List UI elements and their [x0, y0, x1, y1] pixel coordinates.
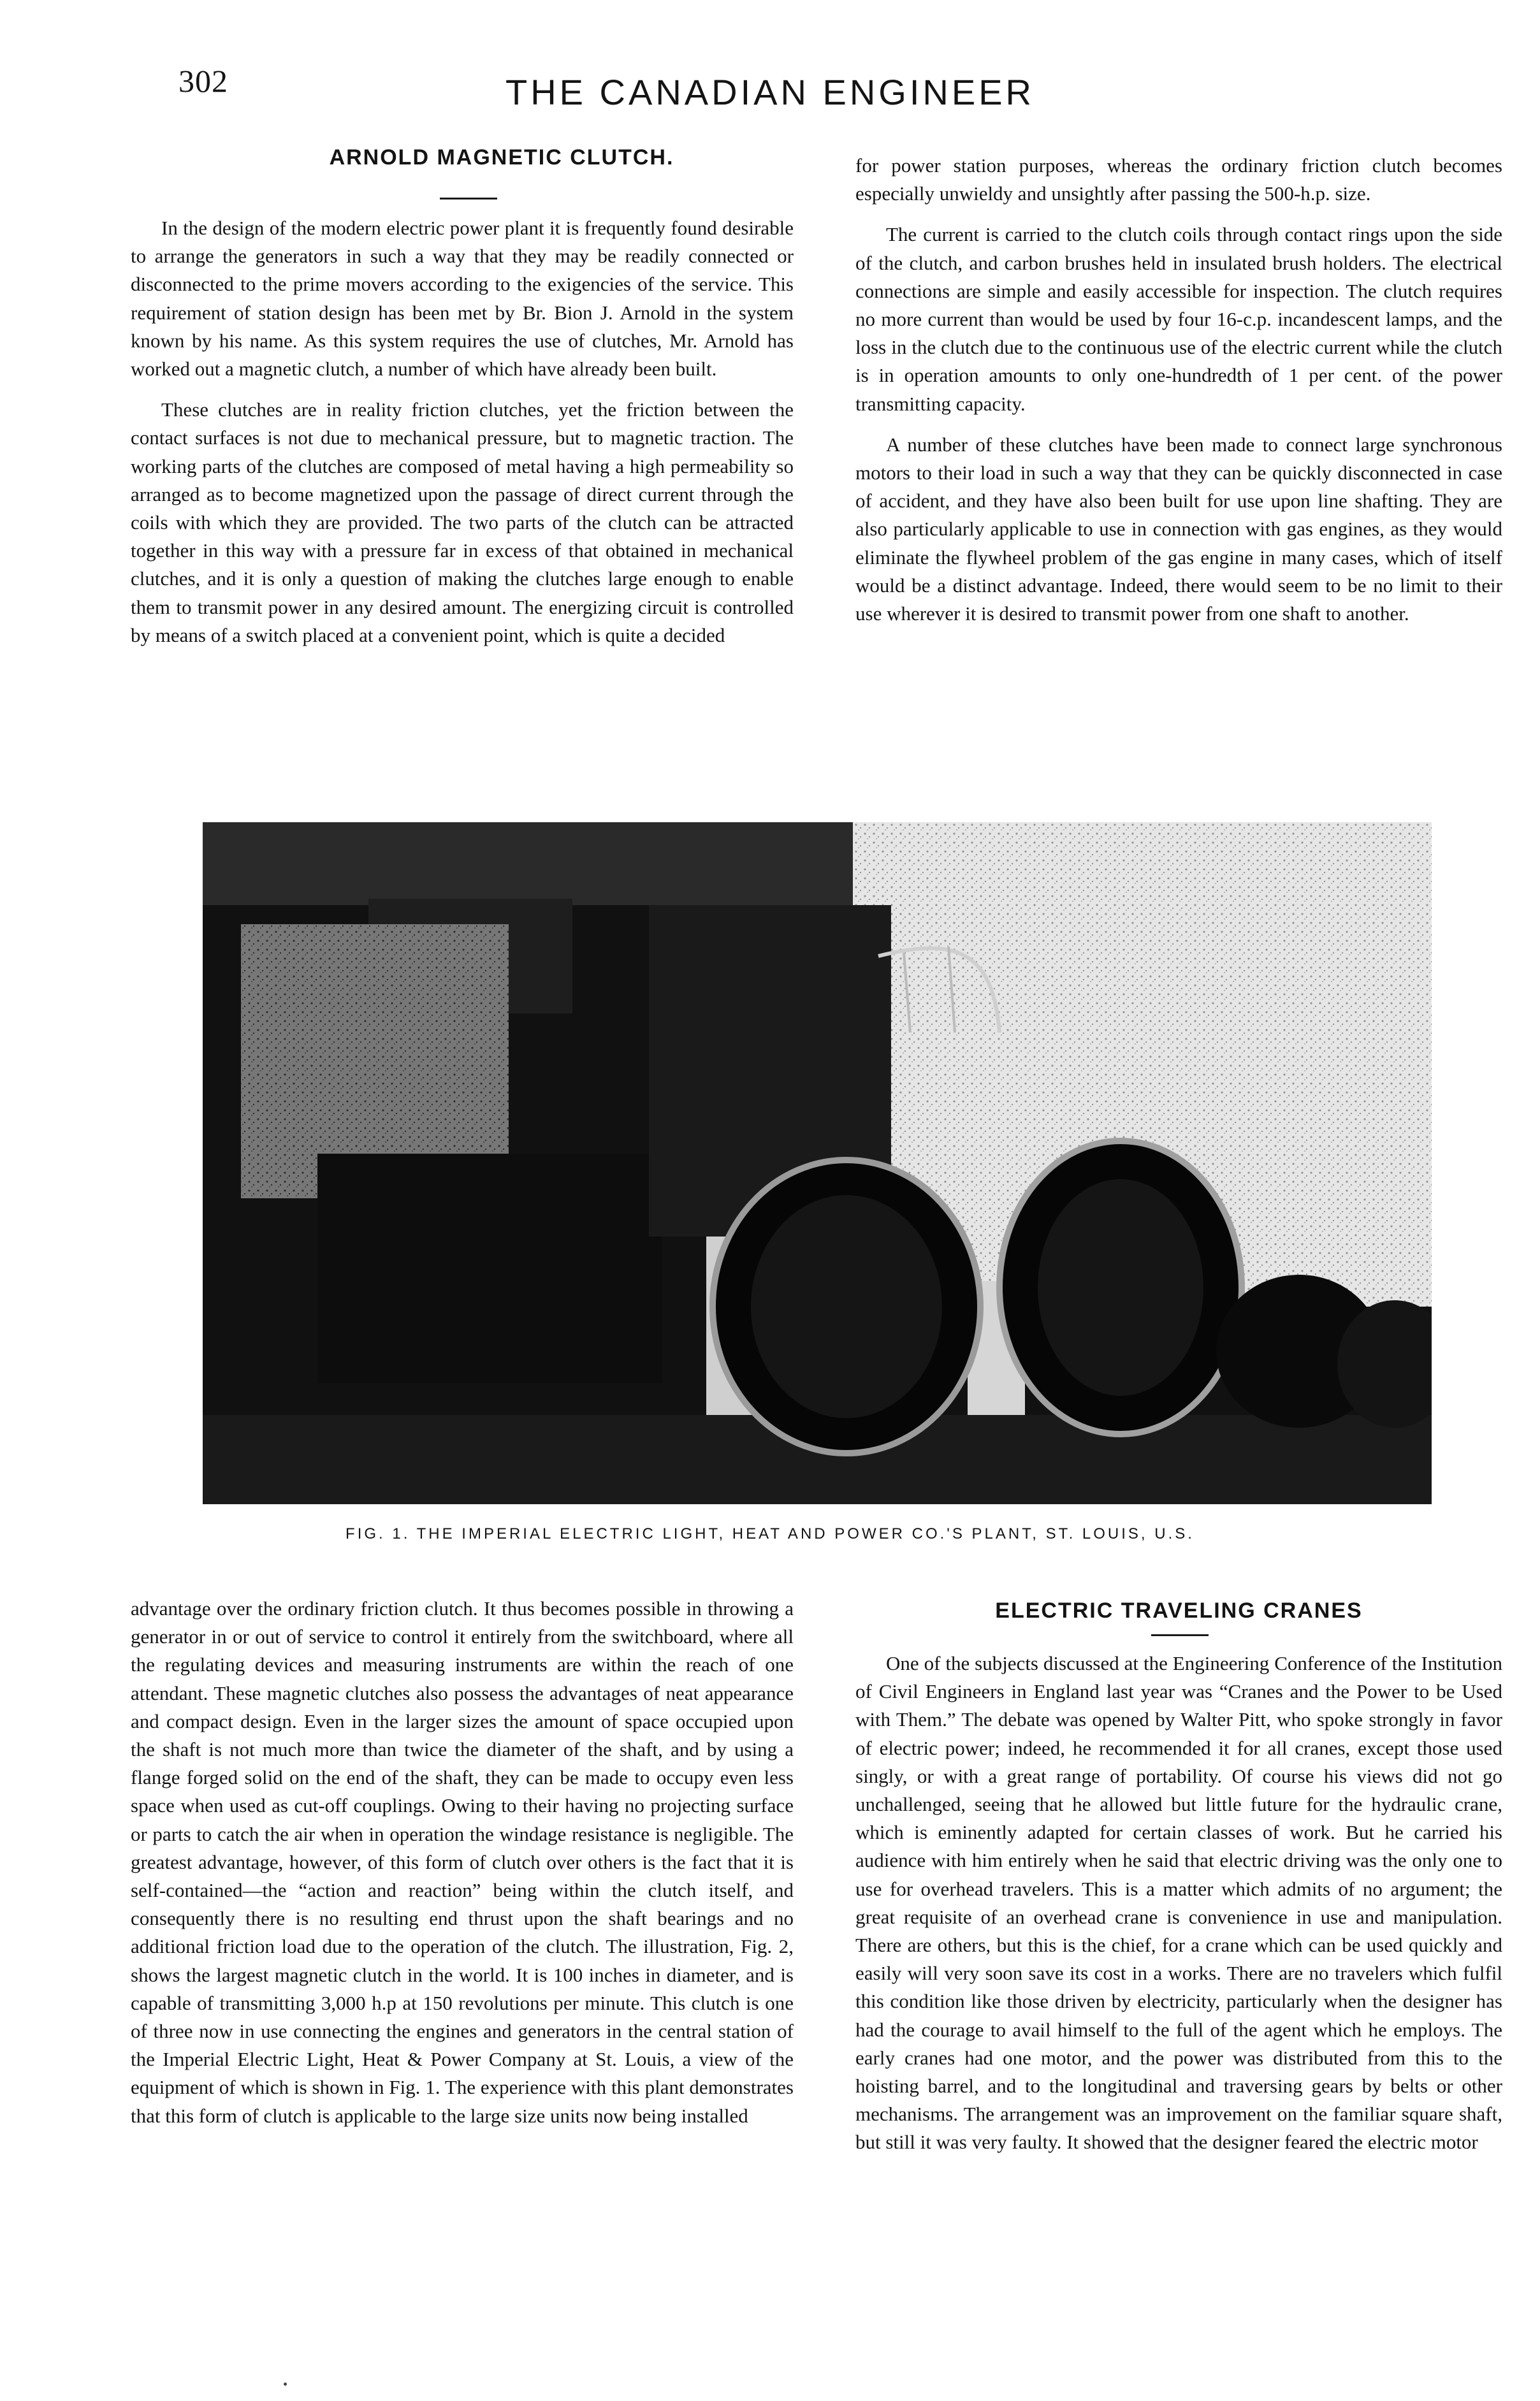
article-column-3	[131, 1595, 794, 2130]
paragraph: In the design of the modern electric power plant it is frequently found desirable to arrange the generators in such a way that they may be readily connected or disconnected to the prime movers according to the exigencies of the service. This requirement of station design has been met by Br. Bion J. Arnold in the system known by his name. As this system requires the use of clutches, Mr. Arnold has worked out a magnetic clutch, a number of which have already been built.	[131, 217, 794, 381]
article-title-arnold: ARNOLD MAGNETIC CLUTCH.	[329, 145, 674, 170]
paragraph: for power station purposes, whereas the ordinary friction clutch becomes especially unwieldy and unsightly after passing the 500-h.p. size.	[855, 154, 1502, 205]
article-column-2	[855, 152, 1502, 628]
paragraph: advantage over the ordinary friction clutch. It thus becomes possible in throwing a generator in or out of service to control it entirely from the switchboard, where all the regulating devices and measuring instruments are within the reach of one attendant. These magnetic clutches also possess the advantages of neat appearance and compact design. Even in the larger sizes the amount of space occupied upon the shaft is not much more than twice the diameter of the shaft, and by using a flange forged solid on the end of the shaft, they can be made to occupy even less space when used as cut-off couplings. Owing to their having no projecting surface or parts to catch the air when in operation the windage resistance is negligible. The greatest advantage, however, of this form of clutch over others is the fact that it is self-contained—the “action and reaction” being within the clutch itself, and consequently there is no resulting end thrust upon the shaft bearings and no additional friction load due to the operation of the clutch. The illustration, Fig. 2, shows the largest magnetic clutch in the world. It is 100 inches in diameter, and is capable of transmitting 3,000 h.p at 150 revolutions per minute. This clutch is one of three now in use connecting the engines and generators in the central station of the Imperial Electric Light, Heat & Power Company at St. Louis, a view of the equipment of which is shown in Fig. 1. The experience with this plant demonstrates that this form of clutch is applicable to the large size units now being installed	[131, 1597, 794, 2127]
paragraph: The current is carried to the clutch coils through contact rings upon the side of the clutch, and carbon brushes held in insulated brush holders. The electrical connections are simple and easily accessible for inspection. The clutch requires no more current than would be used by four 16-c.p. incandescent lamps, and the loss in the clutch due to the continuous use of the electric current while the clutch is in operation amounts to only one-hundredth of 1 per cent. of the power transmitting capacity.	[855, 223, 1502, 415]
print-speck	[284, 2383, 287, 2386]
plant-photograph	[203, 822, 1432, 1504]
paragraph: These clutches are in reality friction clutches, yet the friction between the contact surfaces is not due to mechanical pressure, but to magnetic traction. The working parts of the clutches are composed of metal having a high permeability so arranged as to become magnetized upon the passage of direct current through the coils with which they are provided. The two parts of the clutch can be attracted together in this way with a pressure far in excess of that obtained in mechanical clutches, and it is only a question of making the clutches large enough to enable them to transmit power in any desired amount. The energizing circuit is controlled by means of a switch placed at a convenient point, which is quite a decided	[131, 398, 794, 646]
title-rule	[1151, 1634, 1209, 1636]
article-title-cranes: ELECTRIC TRAVELING CRANES	[995, 1599, 1363, 1623]
article-column-4	[855, 1650, 1502, 2157]
title-rule	[440, 198, 497, 199]
journal-title: THE CANADIAN ENGINEER	[505, 72, 1035, 112]
paragraph: A number of these clutches have been made to connect large synchronous motors to their load in such a way that they can be quickly disconnected in case of accident, and they have also been built for use upon line shafting. They are also particularly applicable to use in connection with gas engines, as they would eliminate the flywheel problem of the gas engine in many cases, which of itself would be a distinct advantage. Indeed, there would seem to be no limit to their use wherever it is desired to transmit power from one shaft to another.	[855, 433, 1502, 625]
article-column-1	[131, 214, 794, 649]
figure-caption: FIG. 1. THE IMPERIAL ELECTRIC LIGHT, HEAT AND POWER CO.'S PLANT, ST. LOUIS, U.S.	[345, 1525, 1195, 1542]
paragraph: One of the subjects discussed at the Engineering Conference of the Institution of Civil Engineers in England last year was “Cranes and the Power to be Used with Them.” The debate was opened by Walter Pitt, who spoke strongly in favor of electric power; indeed, he recommended it for all cranes, except those used singly, or with a great range of portability. Of course his views did not go unchallenged, seeing that he allowed but little future for the hydraulic crane, which is eminently adapted for certain classes of work. But he carried his audience with him entirely when he said that electric driving was the only one to use for overhead travelers. This is a matter which admits of no argument; the great requisite of an overhead crane is convenience in use and manipulation. There are others, but this is the chief, for a crane which can be used quickly and easily will very soon save its cost in a works. There are no travelers which fulfil this condition like those driven by electricity, particularly when the designer has had the courage to avail himself to the full of the agent which he employs. The early cranes had one motor, and the power was distributed from this to the hoisting barrel, and to the longitudinal and traversing gears by belts or other mechanisms. The arrangement was an improvement on the familiar square shaft, but still it was very faulty. It showed that the designer feared the electric motor	[855, 1652, 1502, 2154]
page-number: 302	[178, 63, 228, 99]
